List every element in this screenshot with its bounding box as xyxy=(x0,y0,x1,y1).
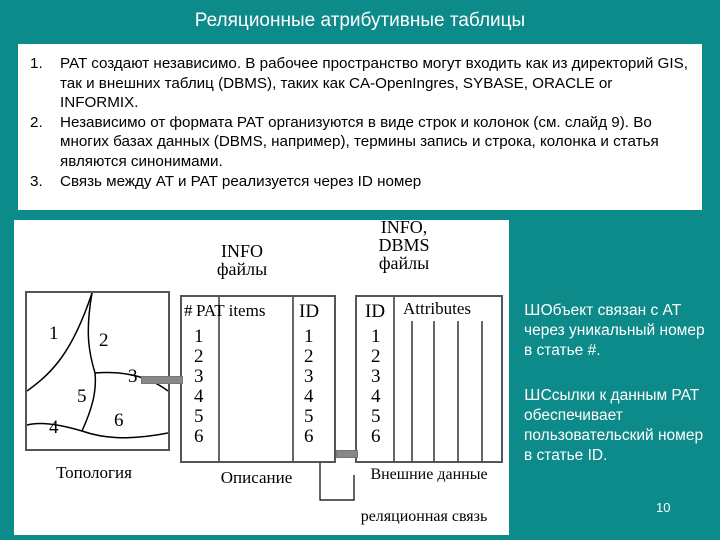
info-files-label xyxy=(192,242,292,278)
ext-row-number: 2 xyxy=(371,346,381,367)
note-text: Ссылки к данным PAT обеспечивает пользовательский номер в статье ID. xyxy=(524,387,704,464)
pat-id-value: 1 xyxy=(304,326,314,347)
topology-number: 2 xyxy=(99,330,109,351)
pat-id-value: 6 xyxy=(304,426,314,447)
ext-caption: Внешние данные xyxy=(370,466,488,483)
pat-id-value: 2 xyxy=(304,346,314,367)
ext-row-number: 1 xyxy=(371,326,381,347)
pat-row-number: 4 xyxy=(194,386,204,407)
ext-row-number: 5 xyxy=(371,406,381,427)
bullet-glyph: Ш xyxy=(524,386,541,404)
pat-ext-connector xyxy=(336,450,358,458)
ext-column-divider xyxy=(433,321,435,461)
note-item xyxy=(524,300,714,361)
list-item xyxy=(30,54,692,113)
slide-title: Реляционные атрибутивные таблицы xyxy=(194,10,526,31)
pat-row-numbers xyxy=(194,327,204,447)
topology-number: 3 xyxy=(128,366,138,387)
note-text: Объект связан с AT через уникальный номер в статье #. xyxy=(524,302,705,359)
dbms-label-line: INFO, xyxy=(380,217,428,237)
topology-number: 4 xyxy=(49,417,59,438)
pat-caption: Описание xyxy=(220,468,293,487)
list-number: 3. xyxy=(30,172,43,190)
ext-row-number: 6 xyxy=(371,426,381,447)
topology-number: 6 xyxy=(114,410,124,431)
pat-row-number: 2 xyxy=(194,346,204,367)
dbms-label-line: файлы xyxy=(378,253,430,273)
pat-header-items: PAT items xyxy=(196,301,266,320)
list-text: PAT создают независимо. В рабочее пространство могут входить как из директорий GIS, так и внешних таблиц (DBMS), таких как CA-OpenIngres, SYBASE, ORACLE or INFORMIX. xyxy=(60,55,688,112)
info-label-line: INFO xyxy=(220,241,263,261)
note-item xyxy=(524,385,714,466)
list-number: 2. xyxy=(30,113,43,131)
info-label-line: файлы xyxy=(216,259,268,279)
dbms-files-label xyxy=(354,218,454,272)
ext-column-divider xyxy=(393,297,395,461)
pat-id-value: 3 xyxy=(304,366,314,387)
external-table xyxy=(355,295,503,463)
pat-id-value: 5 xyxy=(304,406,314,427)
pat-header-hash: # xyxy=(184,301,193,320)
topology-caption: Топология xyxy=(56,463,132,482)
pat-row-number: 3 xyxy=(194,366,204,387)
pat-table xyxy=(180,295,336,463)
relation-caption: реляционная связь xyxy=(360,508,488,525)
ext-row-number: 4 xyxy=(371,386,381,407)
list-item xyxy=(30,172,692,192)
text-panel xyxy=(18,44,702,210)
ext-column-divider xyxy=(481,321,483,461)
list-number: 1. xyxy=(30,55,43,72)
topology-pat-connector xyxy=(141,376,183,384)
pat-header-id: ID xyxy=(299,301,320,322)
pat-row-number: 1 xyxy=(194,326,204,347)
topology-number: 1 xyxy=(49,323,59,344)
relational-diagram xyxy=(14,217,509,535)
notes-panel xyxy=(524,300,714,466)
pat-row-number: 6 xyxy=(194,426,204,447)
dbms-label-line: DBMS xyxy=(378,235,430,255)
ext-row-numbers xyxy=(371,327,381,447)
pat-column-divider xyxy=(218,297,220,461)
list-text: Связь между AT и PAT реализуется через ID номер xyxy=(60,172,422,190)
list-item xyxy=(30,113,692,172)
ext-column-divider xyxy=(411,321,413,461)
ext-header-id: ID xyxy=(365,301,386,322)
pat-id-values xyxy=(304,327,314,447)
list-text: Независимо от формата PAT организуются в виде строк и колонок (см. слайд 9). Во многих базах данных (DBMS, например), термины запись и строка, колонка и статья являются синонимами. xyxy=(60,113,659,170)
ext-column-divider xyxy=(457,321,459,461)
pat-id-value: 4 xyxy=(304,386,314,407)
topology-number: 5 xyxy=(77,386,87,407)
ext-row-number: 3 xyxy=(371,366,381,387)
ext-header-attributes: Attributes xyxy=(403,299,471,318)
topology-map xyxy=(25,291,170,451)
pat-row-number: 5 xyxy=(194,406,204,427)
bullet-glyph: Ш xyxy=(524,301,541,319)
page-number: 10 xyxy=(656,500,671,515)
pat-column-divider xyxy=(292,297,294,461)
